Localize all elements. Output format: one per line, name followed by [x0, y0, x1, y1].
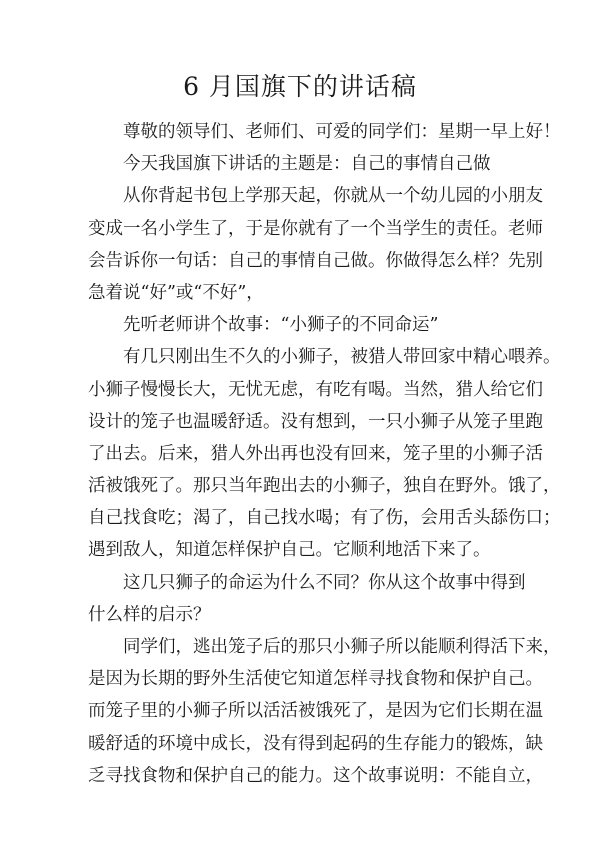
- text-line: 尊敬的领导们、老师们、可爱的同学们：星期一早上好！: [123, 122, 561, 142]
- text-line: 而笼子里的小狮子所以活活被饿死了，是因为它们长期在温: [88, 701, 543, 722]
- text-line: 这几只狮子的命运为什么不同？你从这个故事中得到: [123, 572, 526, 593]
- text-line: 小狮子慢慢长大，无忧无虑，有吃有喝。当然，猎人给它们: [88, 379, 543, 400]
- text-line: 遇到敌人，知道怎样保护自己。它顺利地活下来了。: [88, 540, 491, 561]
- text-line: 急着说“好”或“不好”，: [88, 282, 264, 303]
- text-line: 从你背起书包上学那天起，你就从一个幼儿园的小朋友: [123, 186, 543, 207]
- text-line: 变成一名小学生了，于是你就有了一个当学生的责任。老师: [88, 218, 543, 239]
- text-line: 设计的笼子也温暖舒适。没有想到，一只小狮子从笼子里跑: [88, 411, 543, 432]
- text-line: 是因为长期的野外生活使它知道怎样寻找食物和保护自己。: [88, 669, 543, 690]
- text-line: 先听老师讲个故事：“小狮子的不同命运”: [123, 315, 439, 336]
- text-line: 会告诉你一句话：自己的事情自己做。你做得怎么样？先别: [88, 250, 543, 271]
- text-line: 有几只刚出生不久的小狮子，被猎人带回家中精心喂养。: [123, 347, 561, 368]
- text-line: 今天我国旗下讲话的主题是：自己的事情自己做: [123, 154, 491, 175]
- text-line: 同学们，逃出笼子后的那只小狮子所以能顺利得活下来，: [123, 637, 561, 657]
- document-title: 6 月国旗下的讲话稿: [183, 72, 417, 101]
- text-line: 乏寻找食物和保护自己的能力。这个故事说明：不能自立，: [88, 765, 543, 786]
- text-line: 暖舒适的环境中成长，没有得到起码的生存能力的锻炼，缺: [88, 733, 543, 754]
- text-line: 了出去。后来，猎人外出再也没有回来，笼子里的小狮子活: [88, 443, 543, 464]
- text-line: 活被饿死了。那只当年跑出去的小狮子，独自在野外。饿了，: [88, 476, 561, 497]
- text-line: 自己找食吃；渴了，自己找水喝；有了伤，会用舌头舔伤口；: [88, 508, 561, 529]
- document-body: [88, 116, 561, 792]
- text-line: 什么样的启示？: [88, 604, 211, 625]
